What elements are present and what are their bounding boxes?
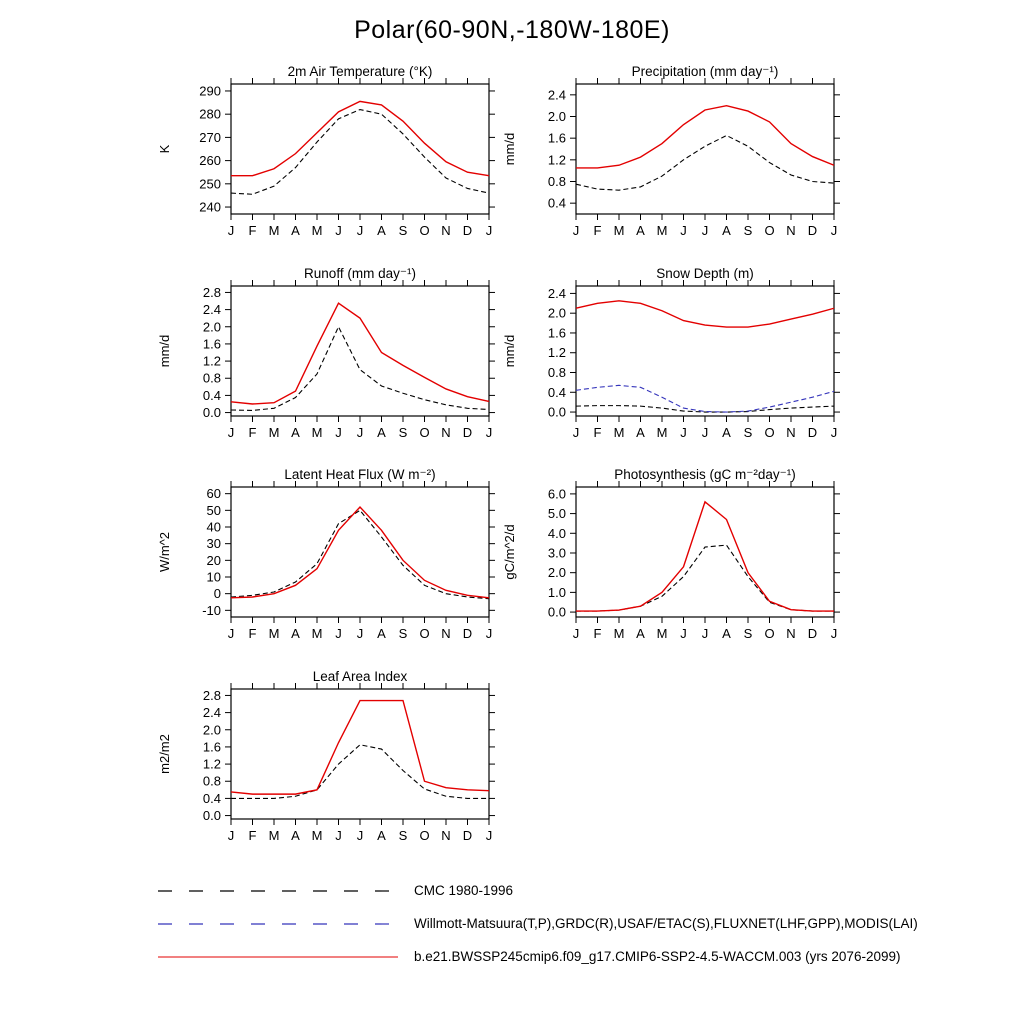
svg-text:0.4: 0.4 [547, 384, 566, 400]
svg-text:M: M [656, 223, 668, 238]
svg-text:M: M [656, 626, 668, 641]
svg-text:D: D [462, 223, 473, 238]
chart-plot-precipitation [500, 64, 850, 279]
chart-precipitation [500, 64, 850, 279]
svg-text:J: J [572, 425, 580, 440]
svg-text:J: J [572, 626, 580, 641]
svg-text:0.4: 0.4 [202, 790, 221, 806]
svg-text:50: 50 [206, 502, 221, 518]
svg-text:O: O [419, 626, 430, 641]
svg-text:1.2: 1.2 [547, 345, 566, 361]
svg-text:A: A [722, 223, 731, 238]
svg-text:6.0: 6.0 [547, 486, 566, 502]
svg-text:J: J [680, 626, 687, 641]
svg-text:S: S [743, 223, 753, 238]
svg-text:J: J [335, 425, 342, 440]
svg-text:1.6: 1.6 [202, 739, 221, 755]
svg-text:D: D [462, 425, 473, 440]
svg-text:J: J [572, 223, 580, 238]
svg-text:D: D [462, 828, 473, 843]
svg-text:1.0: 1.0 [547, 584, 566, 600]
chart-plot-snow-depth [500, 266, 850, 481]
svg-text:M: M [268, 828, 280, 843]
svg-text:mm/d: mm/d [157, 334, 172, 368]
svg-text:N: N [441, 223, 451, 238]
svg-text:M: M [311, 626, 323, 641]
svg-text:gC/m^2/d: gC/m^2/d [502, 524, 517, 580]
svg-text:4.0: 4.0 [547, 525, 566, 541]
chart-plot-photosynthesis [500, 467, 850, 682]
svg-text:A: A [636, 223, 645, 238]
svg-text:F: F [248, 425, 257, 440]
svg-text:2.4: 2.4 [202, 705, 221, 721]
svg-text:J: J [356, 223, 364, 238]
legend-label: Willmott-Matsuura(T,P),GRDC(R),USAF/ETAC(S),FLUXNET(LHF,GPP),MODIS(LAI) [414, 916, 918, 931]
svg-text:2.8: 2.8 [202, 284, 221, 300]
svg-text:J: J [356, 626, 364, 641]
svg-text:Runoff (mm day⁻¹): Runoff (mm day⁻¹) [304, 266, 416, 281]
svg-text:M: M [656, 425, 668, 440]
svg-text:S: S [398, 223, 408, 238]
svg-text:A: A [377, 425, 386, 440]
svg-text:M: M [268, 223, 280, 238]
legend-item-model-run [158, 940, 918, 973]
svg-text:A: A [722, 425, 731, 440]
svg-text:270: 270 [199, 129, 221, 145]
svg-text:A: A [291, 425, 300, 440]
svg-text:M: M [311, 223, 323, 238]
svg-text:F: F [593, 223, 602, 238]
svg-text:S: S [398, 425, 408, 440]
chart-photosynthesis [500, 467, 850, 682]
legend-line-sample-solid-red [158, 954, 398, 960]
svg-text:S: S [398, 626, 408, 641]
svg-text:m2/m2: m2/m2 [157, 734, 172, 774]
svg-text:N: N [786, 223, 796, 238]
svg-text:M: M [613, 626, 625, 641]
svg-text:0.8: 0.8 [202, 773, 221, 789]
svg-text:S: S [398, 828, 408, 843]
svg-text:A: A [636, 626, 645, 641]
svg-text:A: A [377, 223, 386, 238]
svg-text:F: F [248, 626, 257, 641]
chart-plot-latent-heat-flux [155, 467, 505, 682]
svg-text:A: A [291, 626, 300, 641]
svg-text:Latent Heat Flux (W m⁻²): Latent Heat Flux (W m⁻²) [284, 467, 436, 482]
svg-text:2.0: 2.0 [547, 305, 566, 321]
svg-text:N: N [786, 626, 796, 641]
svg-text:J: J [701, 626, 709, 641]
svg-text:J: J [335, 828, 342, 843]
svg-text:A: A [636, 425, 645, 440]
svg-text:M: M [613, 223, 625, 238]
svg-text:D: D [807, 223, 818, 238]
svg-text:J: J [701, 223, 709, 238]
chart-plot-2m-air-temperature [155, 64, 505, 279]
svg-text:0.4: 0.4 [547, 195, 566, 211]
svg-text:J: J [227, 223, 235, 238]
svg-text:A: A [722, 626, 731, 641]
svg-text:M: M [268, 626, 280, 641]
svg-text:1.6: 1.6 [547, 325, 566, 341]
svg-text:O: O [419, 828, 430, 843]
svg-text:2.0: 2.0 [547, 565, 566, 581]
svg-text:J: J [485, 626, 493, 641]
svg-text:D: D [807, 626, 818, 641]
svg-text:J: J [680, 425, 687, 440]
svg-text:M: M [613, 425, 625, 440]
legend-label: CMC 1980-1996 [414, 883, 514, 898]
svg-text:J: J [227, 425, 235, 440]
svg-text:F: F [593, 626, 602, 641]
svg-text:Snow Depth (m): Snow Depth (m) [656, 266, 754, 281]
svg-text:F: F [248, 223, 257, 238]
chart-plot-leaf-area-index [155, 669, 505, 884]
svg-text:N: N [786, 425, 796, 440]
svg-text:5.0: 5.0 [547, 506, 566, 522]
svg-text:F: F [248, 828, 257, 843]
svg-text:2.0: 2.0 [202, 722, 221, 738]
svg-text:J: J [485, 223, 493, 238]
legend-label: b.e21.BWSSP245cmip6.f09_g17.CMIP6-SSP2-4.5-WACCM.003 (yrs 2076-2099) [414, 949, 901, 964]
svg-text:0.0: 0.0 [202, 808, 221, 824]
svg-text:O: O [419, 223, 430, 238]
svg-text:A: A [291, 828, 300, 843]
svg-text:0.0: 0.0 [202, 405, 221, 421]
svg-text:20: 20 [206, 552, 221, 568]
svg-text:J: J [227, 828, 235, 843]
svg-text:A: A [377, 626, 386, 641]
svg-text:280: 280 [199, 106, 221, 122]
figure-title: Polar(60-90N,-180W-180E) [354, 16, 670, 44]
svg-text:0.8: 0.8 [547, 174, 566, 189]
chart-snow-depth [500, 266, 850, 481]
svg-text:1.2: 1.2 [202, 353, 221, 369]
svg-text:A: A [291, 223, 300, 238]
svg-text:0.0: 0.0 [547, 604, 566, 620]
svg-text:10: 10 [206, 569, 221, 585]
svg-text:O: O [764, 425, 775, 440]
svg-text:Precipitation (mm day⁻¹): Precipitation (mm day⁻¹) [631, 64, 779, 79]
svg-text:J: J [830, 425, 838, 440]
chart-plot-runoff [155, 266, 505, 481]
svg-text:60: 60 [206, 486, 221, 502]
svg-text:D: D [807, 425, 818, 440]
svg-text:O: O [419, 425, 430, 440]
svg-text:K: K [157, 144, 172, 154]
svg-text:M: M [268, 425, 280, 440]
svg-text:1.2: 1.2 [202, 756, 221, 772]
svg-text:F: F [593, 425, 602, 440]
svg-text:2.4: 2.4 [547, 285, 566, 301]
svg-text:D: D [462, 626, 473, 641]
chart-runoff [155, 266, 505, 481]
chart-latent-heat-flux [155, 467, 505, 682]
svg-text:J: J [335, 626, 342, 641]
svg-text:J: J [356, 828, 364, 843]
svg-text:J: J [680, 223, 687, 238]
svg-text:2m Air Temperature (°K): 2m Air Temperature (°K) [287, 64, 433, 79]
svg-text:J: J [485, 828, 493, 843]
svg-text:1.6: 1.6 [202, 336, 221, 352]
svg-text:0.4: 0.4 [202, 387, 221, 403]
svg-text:2.4: 2.4 [202, 302, 221, 318]
svg-text:M: M [311, 425, 323, 440]
svg-text:mm/d: mm/d [502, 334, 517, 368]
svg-text:1.2: 1.2 [547, 152, 566, 168]
svg-text:N: N [441, 425, 451, 440]
legend-item-obs-composite [158, 907, 918, 940]
svg-text:3.0: 3.0 [547, 545, 566, 561]
chart-2m-air-temperature [155, 64, 505, 279]
svg-text:290: 290 [199, 83, 221, 99]
svg-text:2.8: 2.8 [202, 687, 221, 703]
svg-text:S: S [743, 626, 753, 641]
svg-text:1.6: 1.6 [547, 130, 566, 146]
svg-text:M: M [311, 828, 323, 843]
svg-text:0.0: 0.0 [547, 404, 566, 420]
chart-leaf-area-index [155, 669, 505, 884]
svg-text:J: J [701, 425, 709, 440]
svg-text:40: 40 [206, 519, 221, 535]
svg-text:J: J [485, 425, 493, 440]
svg-text:mm/d: mm/d [502, 132, 517, 166]
svg-text:J: J [830, 626, 838, 641]
svg-text:N: N [441, 828, 451, 843]
legend-line-sample-dashed-black [158, 888, 398, 894]
svg-text:240: 240 [199, 199, 221, 215]
svg-text:O: O [764, 626, 775, 641]
svg-text:0.8: 0.8 [202, 370, 221, 386]
svg-text:2.4: 2.4 [547, 87, 566, 103]
svg-text:0.8: 0.8 [547, 365, 566, 381]
svg-text:J: J [335, 223, 342, 238]
svg-text:-10: -10 [202, 602, 221, 618]
svg-text:S: S [743, 425, 753, 440]
svg-text:A: A [377, 828, 386, 843]
svg-text:J: J [227, 626, 235, 641]
svg-text:260: 260 [199, 153, 221, 169]
svg-text:250: 250 [199, 176, 221, 192]
svg-text:2.0: 2.0 [202, 319, 221, 335]
svg-text:W/m^2: W/m^2 [157, 531, 172, 573]
legend-item-cmc [158, 874, 918, 907]
svg-text:Photosynthesis (gC m⁻²day⁻¹): Photosynthesis (gC m⁻²day⁻¹) [614, 467, 796, 482]
svg-text:J: J [830, 223, 838, 238]
legend [158, 874, 918, 973]
svg-text:0: 0 [213, 586, 221, 602]
legend-line-sample-dashed-blue [158, 921, 398, 927]
svg-text:30: 30 [206, 536, 221, 552]
svg-text:Leaf Area Index: Leaf Area Index [312, 669, 408, 684]
svg-text:2.0: 2.0 [547, 109, 566, 124]
svg-text:N: N [441, 626, 451, 641]
svg-text:J: J [356, 425, 364, 440]
svg-text:O: O [764, 223, 775, 238]
